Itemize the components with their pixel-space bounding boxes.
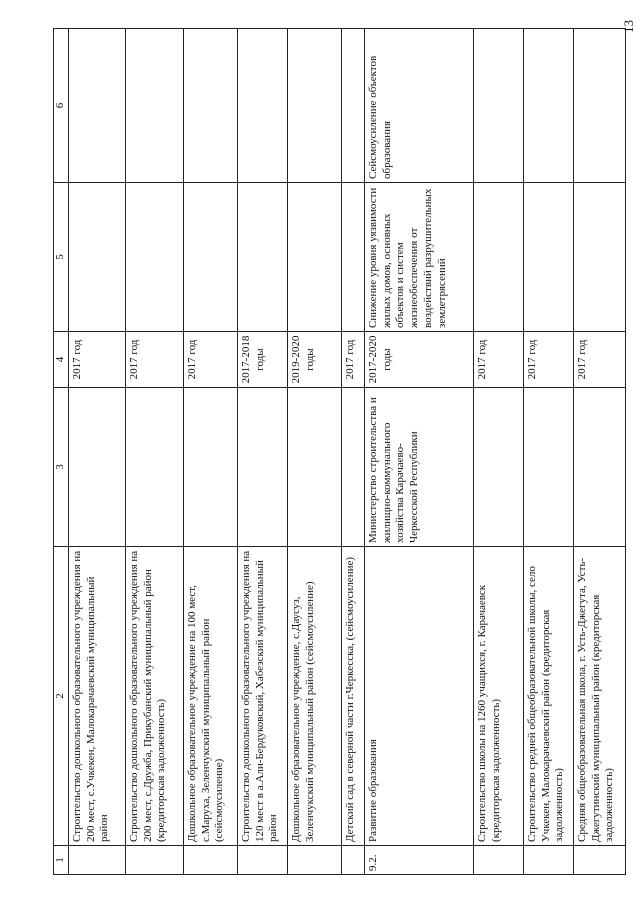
object-name: Строительство средней общеобразовательной школы, село Учкекен, Малокарачаевский район (кредиторская задолженность) [523,547,573,846]
link-note [125,29,183,183]
row-number [523,846,573,875]
column-header: 1 [54,846,69,875]
column-header: 5 [54,183,69,332]
expected-result [183,183,237,332]
row-number [341,846,364,875]
executor [287,388,341,547]
executor [473,388,523,547]
row-number [287,846,341,875]
period: 2017 год [183,332,237,388]
column-header: 3 [54,388,69,547]
table-row [237,29,287,875]
executor [573,388,625,547]
link-note [341,29,364,183]
table-row [573,29,625,875]
object-name: Развитие образования [364,547,473,846]
executor [183,388,237,547]
link-note [287,29,341,183]
executor: Министерство строительства и жилищно-коммунального хозяйства Карачаево-Черкесской Республики [364,388,473,547]
program-table [53,28,626,875]
object-name: Строительство дошкольного образовательного учреждения на 200 мест, с.Дружба, Прикубанский муниципальный район (кредиторская задолженность) [125,547,183,846]
object-name: Средняя общеобразовательная школа, г. Усть-Джегута, Усть-Джегутинский муниципальный район (кредиторская задолженность) [573,547,625,846]
rotated-table-container [53,29,616,875]
table-row [341,29,364,875]
row-number: 9.2. [364,846,473,875]
row-number [473,846,523,875]
object-name: Строительство дошкольного образовательного учреждения на 200 мест, с.Учкекен, Малокарачаевский муниципальный район [68,547,125,846]
expected-result [573,183,625,332]
period: 2017-2018 годы [237,332,287,388]
object-name: Строительство школы на 1260 учащихся, г. Карачаевск (кредиторская задолженность) [473,547,523,846]
executor [341,388,364,547]
period: 2017 год [68,332,125,388]
period: 2019-2020 годы [287,332,341,388]
executor [523,388,573,547]
link-note [573,29,625,183]
row-number [237,846,287,875]
executor [125,388,183,547]
column-header: 6 [54,29,69,183]
period: 2017 год [473,332,523,388]
period: 2017 год [523,332,573,388]
executor [68,388,125,547]
page-number: 13 [621,20,636,33]
table-row [364,29,473,875]
expected-result [125,183,183,332]
link-note [473,29,523,183]
link-note [523,29,573,183]
row-number [68,846,125,875]
period: 2017 год [341,332,364,388]
expected-result [68,183,125,332]
header-row [54,29,69,875]
table-row [523,29,573,875]
column-header: 4 [54,332,69,388]
object-name: Дошкольное образовательное учреждение на 100 мест, с.Маруха, Зеленчукский муниципальный район (сейсмоусиление) [183,547,237,846]
period: 2017 год [125,332,183,388]
column-header: 2 [54,547,69,846]
expected-result [287,183,341,332]
link-note [183,29,237,183]
table-row [183,29,237,875]
row-number [573,846,625,875]
row-number [183,846,237,875]
link-note [68,29,125,183]
object-name: Строительство дошкольного образовательного учреждения на 120 мест в а.Али-Бердуковский, Хабезский муниципальный район [237,547,287,846]
object-name: Дошкольное образовательное учреждение, с.Даусуз, Зеленчукский муниципальный район (сейсмоусиление) [287,547,341,846]
table-row [125,29,183,875]
expected-result [341,183,364,332]
table-row [68,29,125,875]
period: 2017 год [573,332,625,388]
row-number [125,846,183,875]
link-note: Сейсмоусиление объектов образования [364,29,473,183]
period: 2017-2020 годы [364,332,473,388]
expected-result [473,183,523,332]
object-name: Детский сад в северной части г.Черкесска, (сейсмоусиление) [341,547,364,846]
executor [237,388,287,547]
table-row [287,29,341,875]
table-row [473,29,523,875]
expected-result [237,183,287,332]
expected-result: Снижение уровня уязвимости жилых домов, основных объектов и систем жизнеобеспечения от воздействий разрушительных землетрясений [364,183,473,332]
expected-result [523,183,573,332]
link-note [237,29,287,183]
